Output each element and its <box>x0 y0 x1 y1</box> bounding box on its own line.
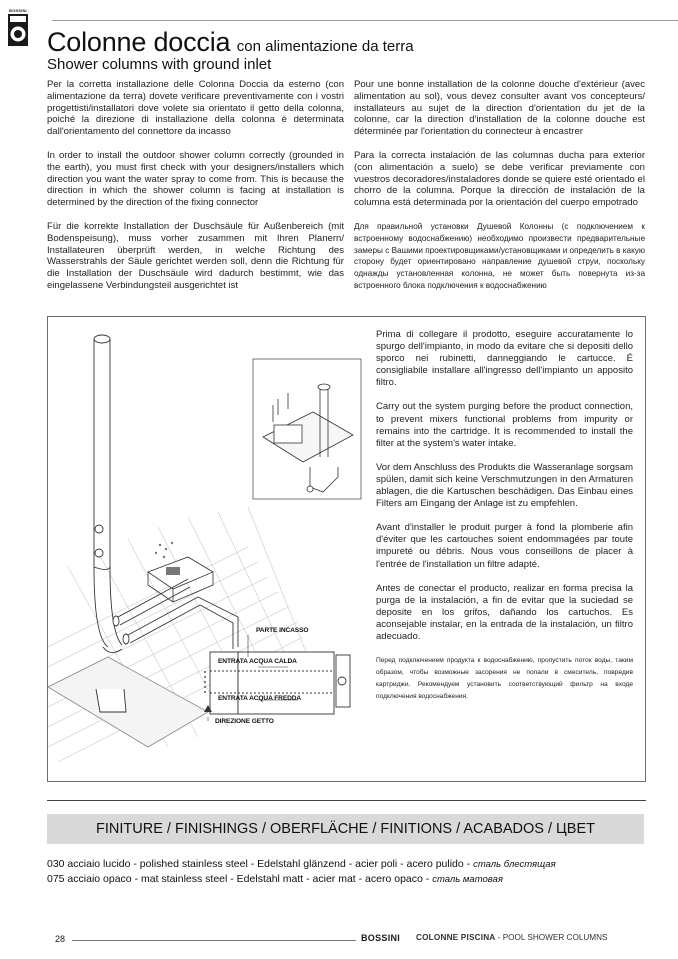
finish-075-ru: сталь матовая <box>432 874 503 885</box>
intro-ru: Для правильной установки Душевой Колонны (с подключением к встроенному водоснабжению) необходимо произвести предварительные замеры с Вашими проектировщиками/установщиками и определить в какую сторону будет ориентировано направление душевой струи, поскольку однажды установленная колонна, не может быть повернута из-за встроенного блока подключения к водоснабжению <box>354 221 646 290</box>
note-de: Vor dem Anschluss des Produkts die Wasseranlage sorgsam spülen, damit sich keine Verschmutzungen in den Armaturen ablagen, die die Kartuschen beschädigen. Das Einbau eines Filters am Eingang der Anlage ist zu empfehlen. <box>376 461 633 510</box>
footer-collection <box>416 933 608 942</box>
intro-de: Für die korrekte Installation der Duschsäule für Außenbereich (mit Bodenspeisung), muss vorher zusammen mit Ihren Planern/ Installateuren überprüft werden, in welche Richtung des Wasserstrahls der Säule gerichtet werden soll, denn die Richtung für die Installation der Duschsäule wird dadurch bestimmt, wie das eingelassene Verbindungsteil ausgerichtet ist <box>47 220 344 291</box>
label-direzione-getto: DIREZIONE GETTO <box>215 718 274 725</box>
intro-en: In order to install the outdoor shower column correctly (grounded in the earth), you must first check with your designers/installers which direction you want the water spray to come from. This is because the direction in which the shower column is facing at installation is determined by the direction of the fixing connector <box>47 149 344 209</box>
finishes-rule-top <box>47 800 646 801</box>
note-es: Antes de conectar el producto, realizar en forma precisa la purga de la instalación, a fin de evitar que la suciedad se deposite en los grifos, dañando los cartuchos. Es aconsejable instalar, en la entrada de la instalación, un filtro adecuado. <box>376 582 633 642</box>
bossini-logo <box>8 8 30 48</box>
brand-logo-text: BOSSINI <box>9 8 27 13</box>
footer-collection-suffix: - POOL SHOWER COLUMNS <box>495 933 608 942</box>
note-en: Carry out the system purging before the product connection, to prevent mixers functional problems from impurity or remains into the cartridge. It is recommended to install the filter at the system's water intake. <box>376 401 633 449</box>
finish-075-text: 075 acciaio opaco - mat stainless steel - Edelstahl matt - acier mat - acero opaco - <box>47 873 433 885</box>
ground-block <box>48 657 208 747</box>
finish-item-030 <box>47 858 556 870</box>
intro-right-column <box>354 79 645 304</box>
installation-drawing <box>48 317 368 781</box>
footer-brand: BOSSINI <box>361 933 401 943</box>
shower-column <box>94 335 126 712</box>
intro-fr: Pour une bonne installation de la colonne douche d'extérieur (avec alimentation au sol), vous devez consulter avant vos concepteurs/ installateurs au sujet de la direction d'orientation du jet de la colonne, car la direction d'installation de la colonne douche est déterminée par l'orientation du connecteur à encastrer <box>354 79 645 138</box>
spray-dots <box>155 542 173 558</box>
header-rule <box>52 20 678 21</box>
title-suffix: con alimentazione da terra <box>236 38 414 55</box>
label-entrata-calda: ENTRATA ACQUA CALDA <box>218 658 297 665</box>
finish-030-text: 030 acciaio lucido - polished stainless steel - Edelstahl glänzend - acier poli - acero pulido - <box>47 858 474 870</box>
plan-dots <box>204 671 206 693</box>
page-title <box>47 27 414 58</box>
note-fr: Avant d'installer le produit purger à fond la plomberie afin d'éviter que les cartouches soient endommagées par toute impureté ou débris. Nous vous conseillons de placer à l'entrée de l'installation un filtre adapté. <box>376 522 633 570</box>
finish-030-ru: сталь блестящая <box>473 859 556 870</box>
page-number: 28 <box>55 934 66 944</box>
title-main: Colonne doccia <box>47 27 231 57</box>
note-it: Prima di collegare il prodotto, eseguire accuratamente lo spurgo dell'impianto, in modo da evitare che si depositi dello sporco nei rubinetti, danneggiando le cartucce. É consigliabile installare all'ingresso dell'impianto un apposito filtro. <box>376 329 633 389</box>
finish-item-075 <box>47 873 503 885</box>
footer-collection-name: COLONNE PISCINA <box>416 933 496 942</box>
installation-figure <box>47 316 646 782</box>
label-entrata-fredda: ENTRATA ACQUA FREDDA <box>218 695 302 702</box>
intro-left-column <box>47 79 344 304</box>
page-subtitle: Shower columns with ground inlet <box>47 56 272 73</box>
installation-notes <box>376 329 633 715</box>
intro-it: Per la corretta installazione delle Colonna Doccia da esterno (con alimentazione da terra) dovete verificare preventivamente con i vostri progettisti/installatori dove volete sia orientato il getto della colonna, poiché la direzione di installazione della colonna è determinata dall'orientamento del connettore da incasso <box>47 79 344 138</box>
note-ru: Перед подключением продукта к водоснабжению, пропустить поток воды, таким образом, чтобы возможные засорения не попали в смеситель, повредив картриджи. Рекомендуем установить соответствующий фильтр на входе подключения водоснабжения. <box>376 657 633 701</box>
label-parte-incasso: PARTE INCASSO <box>256 627 309 634</box>
footer-rule <box>72 940 356 941</box>
intro-es: Para la correcta instalación de las columnas ducha para exterior (con alimentación a suelo) se debe verificar previamente con vuestros decoradores/instaladores donde se quiere esté orientado el chorro de la columna. Porque la dirección de instalación de la columna está determinada por la orientación del cuerpo empotrado <box>354 149 645 209</box>
finishes-heading: FINITURE / FINISHINGS / OBERFLÄCHE / FINITIONS / ACABADOS / ЦВЕТ <box>47 814 644 844</box>
